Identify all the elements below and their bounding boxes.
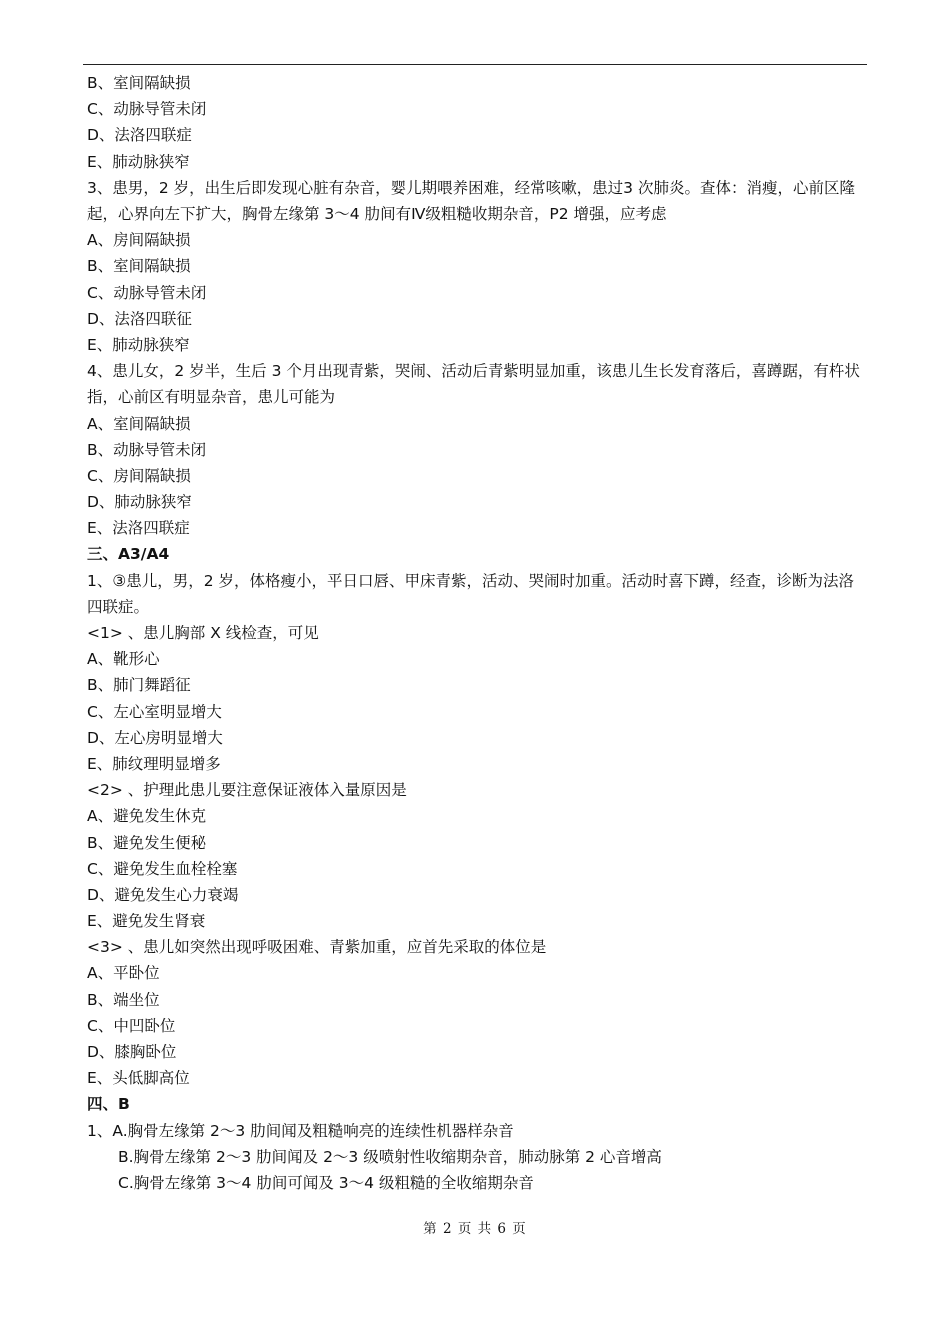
option-line: A、避免发生休克 xyxy=(87,807,207,826)
option-line: E、肺动脉狭窄 xyxy=(87,152,190,171)
option-line: C.胸骨左缘第 3～4 肋间可闻及 3～4 级粗糙的全收缩期杂音 xyxy=(118,1173,534,1192)
option-line: B、避免发生便秘 xyxy=(87,833,207,852)
option-line: C、动脉导管未闭 xyxy=(87,283,207,302)
option-line: D、法洛四联征 xyxy=(87,309,192,328)
option-line: E、法洛四联症 xyxy=(87,519,190,538)
option-line: <3> 、患儿如突然出现呼吸困难、青紫加重，应首先采取的体位是 xyxy=(87,938,547,957)
option-line: E、肺动脉狭窄 xyxy=(87,335,190,354)
section-heading: 三、A3/A4 xyxy=(87,545,170,564)
option-line: <2> 、护理此患儿要注意保证液体入量原因是 xyxy=(87,781,407,800)
option-line: E、肺纹理明显增多 xyxy=(87,754,221,773)
option-line: E、头低脚高位 xyxy=(87,1069,190,1088)
option-line: B、室间隔缺损 xyxy=(87,74,191,92)
option-line: B、动脉导管未闭 xyxy=(87,440,207,459)
option-line: A、平卧位 xyxy=(87,964,160,983)
option-line: 1、A.胸骨左缘第 2～3 肋间闻及粗糙响亮的连续性机器样杂音 xyxy=(87,1121,514,1140)
option-line: B、端坐位 xyxy=(87,990,160,1009)
option-line: C、动脉导管未闭 xyxy=(87,100,207,119)
option-line: C、左心室明显增大 xyxy=(87,702,222,721)
option-line: A、房间隔缺损 xyxy=(87,231,191,250)
option-line: C、避免发生血栓栓塞 xyxy=(87,859,238,878)
option-line: B、肺门舞蹈征 xyxy=(87,676,191,695)
option-line: D、肺动脉狭窄 xyxy=(87,493,192,512)
option-line: D、法洛四联症 xyxy=(87,126,192,145)
question-text: 4、患儿女，2 岁半，生后 3 个月出现青紫，哭闹、活动后青紫明显加重，该患儿生长发育落后，喜蹲踞，有杵状指，心前区有明显杂音，患儿可能为 xyxy=(87,362,860,407)
page-footer: 第 2 页 共 6 页 xyxy=(423,1221,527,1237)
option-line: B.胸骨左缘第 2～3 肋间闻及 2～3 级喷射性收缩期杂音，肺动脉第 2 心音增高 xyxy=(118,1147,662,1166)
option-line: D、避免发生心力衰竭 xyxy=(87,885,239,904)
header-rule xyxy=(83,64,867,65)
question-text: 1、③患儿，男，2 岁，体格瘦小，平日口唇、甲床青紫，活动、哭闹时加重。活动时喜下蹲，经查，诊断为法洛四联症。 xyxy=(87,571,855,616)
section-heading: 四、B xyxy=(87,1095,130,1114)
option-line: E、避免发生肾衰 xyxy=(87,912,206,931)
document-body xyxy=(87,70,867,1196)
option-line: B、室间隔缺损 xyxy=(87,257,191,276)
option-line: C、房间隔缺损 xyxy=(87,466,191,485)
option-line: D、膝胸卧位 xyxy=(87,1043,177,1062)
question-text: 3、患男，2 岁，出生后即发现心脏有杂音，婴儿期喂养困难，经常咳嗽，患过3 次肺炎。查体：消瘦，心前区隆起，心界向左下扩大，胸骨左缘第 3～4 肋间有Ⅳ级粗糙收期杂音，P2 增强，应考虑 xyxy=(87,178,855,223)
option-line: A、室间隔缺损 xyxy=(87,414,191,433)
option-line: A、靴形心 xyxy=(87,650,160,669)
option-line: D、左心房明显增大 xyxy=(87,728,223,747)
option-line: C、中凹卧位 xyxy=(87,1016,176,1035)
option-line: <1> 、患儿胸部 X 线检查，可见 xyxy=(87,624,319,643)
